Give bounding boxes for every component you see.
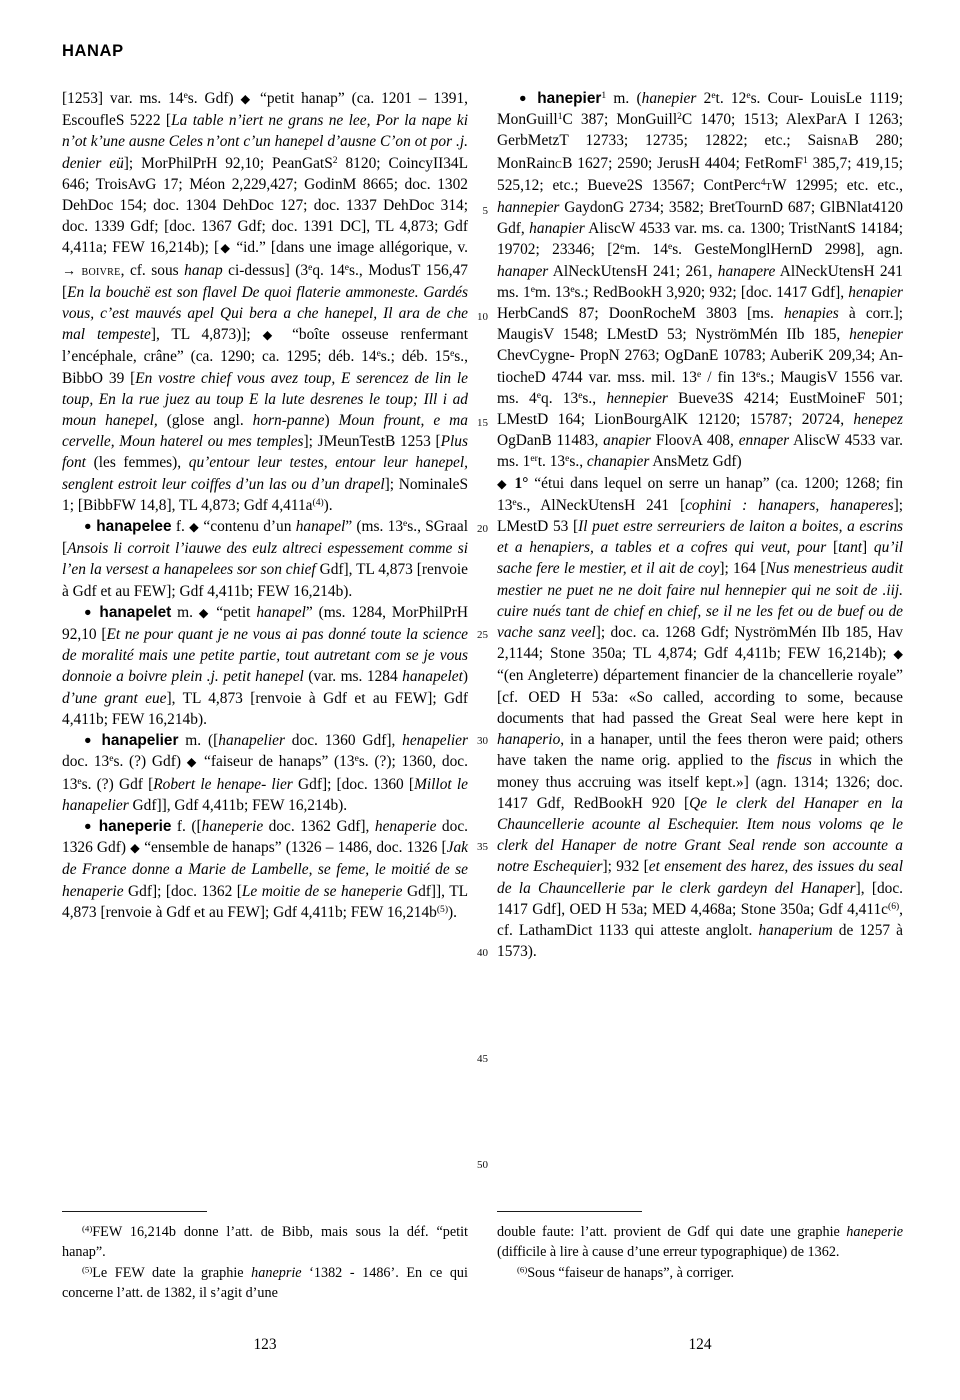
right-column — [497, 88, 903, 962]
arrow-right-icon: → — [62, 263, 76, 279]
footnote-block-right — [497, 1222, 903, 1283]
lozenge-icon: ◆ — [497, 476, 509, 491]
lozenge-icon: ◆ — [189, 520, 200, 535]
line-number: 50 — [477, 1159, 488, 1171]
lozenge-icon: ◆ — [130, 841, 141, 856]
footnote-item: double faute: l’att. provient de Gdf qui date une graphie haneperie (difficile à lire à cause d’une erreur typographique) de 1362. — [497, 1224, 903, 1261]
headword-hanepier: hanepier — [537, 90, 602, 107]
headword-hanapelier: hanapelier — [101, 732, 179, 750]
lozenge-icon: ◆ — [893, 647, 903, 662]
bullet-icon: ● — [84, 604, 94, 619]
line-number: 35 — [477, 841, 488, 853]
footnote-separator-right — [497, 1211, 642, 1212]
left-column — [62, 88, 468, 923]
footnote-separator-left — [62, 1211, 207, 1212]
entry-paragraph-haneperie: ● haneperie f. ([haneperie doc. 1362 Gdf], henaperie doc. 1326 Gdf) ◆ “ensemble de hanaps” (1326 – 1486, doc. 1326 [Jak de France donne a Marie de Lambelle, se feme, le moitié de se henaperie Gdf]; [doc. 1362 [Le moitie de se haneperie Gdf]], TL 4,873 [renvoie à Gdf et au FEW]; Gdf 4,411b; FEW $16,214b^{(5)}$). — [62, 817, 468, 921]
lozenge-icon: ◆ — [186, 755, 199, 770]
lozenge-icon: ◆ — [198, 605, 211, 620]
entry-paragraph-hanapelier: ● hanapelier m. ([hanapelier doc. 1360 Gdf], henapelier doc. 13es. (?) Gdf) ◆ “faiseur de hanaps” (13es. (?); 1360, doc. 13es. (?) Gdf [Robert le henape- lier Gdf]; [doc. 1360 [Millot le hanapelier Gdf]], Gdf 4,411b; FEW 16,214b). — [62, 732, 468, 814]
line-number: 20 — [477, 523, 488, 535]
footnote-item: $^{(4)}$FEW 16,214b donne l’att. de Bibb, mais sous la déf. “petit hanap”. — [62, 1223, 468, 1261]
bullet-icon: ● — [519, 91, 530, 105]
entry-paragraph-hanapelet: ● hanapelet m. ◆ “petit hanapel” (ms. 1284, MorPhilPrH 92,10 [Et ne pour quant je ne vous ai pas donné toute la science de moralité mais une petite partie, tout autretant com se je vous donnoie a boivre plein .j. petit hanepel (var. ms. 1284 hanapelet) d’une grant eue], TL 4,873 [renvoie à Gdf et au FEW]; Gdf 4,411b; FEW 16,214b). — [62, 603, 468, 728]
line-number: 25 — [477, 629, 488, 641]
lozenge-icon: ◆ — [219, 241, 232, 256]
line-number-gutter — [462, 88, 488, 1248]
line-number: 15 — [477, 417, 488, 429]
bullet-icon: ● — [84, 519, 92, 534]
bullet-icon: ● — [84, 818, 94, 833]
footnote-block-left — [62, 1222, 468, 1304]
headword-haneperie: haneperie — [98, 817, 172, 835]
entry-paragraph-hanepier: ● hanepier$^1$ m. (hanepier 2et. 12es. Cour- LouisLe 1119; MonGuill$^1$C 387; MonGuill$^2$C 1470; 1513; AlexParA I 1263; GerbMetzT 12733; 12735; 12822; etc.; SaisnaB 280; MonRaincB 1627; 2590; JerusH 4404; FetRomF$^1$ 385,7; 419,15; 525,12; etc.; Bueve2S 13567; ContPerc$^4$tW 12995; etc. etc., hannepier GaydonG 2734; 3582; BretTournD 687; GlBNlat4120 Gdf, hanapier AliscW 4533 var. ms. ca. 1300; TristNantS 14184; 19702; 23346; [2em. 14es. GesteMonglHernD 2998], agn. hanaper AlNeckUtensH 241; 261, hanapere AlNeckUtensH 241 ms. 1em. 13es.; RedBookH 3,920; 932; [doc. 1417 Gdf], henapier HerbCandS 87; DoonRocheM 3803 [ms. henapies à corr.]; MaugisV 1548; LMestD 53; NyströmMén IIb 185, henepier ChevCygne- PropN 2763; OgDanE 10783; AuberiK 209,34; An- tiocheD 4744 var. mss. mil. 13e / fin 13es.; MaugisV 1556 var. ms. 4eq. 13es., hennepier Bueve3S 4214; EustMoineF 501; LMestD 164; LionBourgAlK 12120; 15787; 20724, henepez OgDanB 11483, anapier FloovA 408, ennaper AliscW 4533 var. ms. 1ert. 13es., chanapier AnsMetz Gdf) — [497, 90, 904, 471]
line-number: 45 — [477, 1053, 488, 1065]
entry-paragraph-sense-1: ◆ 1° “étui dans lequel on serre un hanap” (ca. 1200; 1268; fin 13es., AlNeckUtensH 241 [cophini : hanapers, hanaperes]; LMestD 53 [Il puet estre serreuriers de laiton a boites, a escrins et a henapiers, a tables et a cofres qui veut, pour [tant] qu’il sache fere le mestier, et il ait de coy]; 164 [Nus menestrieus audit mestier ne puet ne ne doit faire nul hennepier qui ne soit de .iij. cuire nués tant de chief en chief, se il ne les fet ou de buef ou de vache sanz veel]; doc. ca. 1268 Gdf; NyströmMén IIb 185, Hav 2,1144; Stone 350a; TL 4,874; Gdf 4,411b; FEW 16,214b); ◆ “(en Angleterre) département financier de la chancellerie royale” [cf. OED H 53a: «So called, according to some, because documents that had passed the Great Seal were here kept in hanaperio, in a hanaper, until the fees theron were paid; others have taken the name orig. applied to the fiscus in which the money thus accruing was itself kept.»] (agn. 1314; 1326; doc. 1417 Gdf, RedBookH 920 [Qe le clerk del Hanaper en la Chauncellerie acounte al Eschequier. Item nous voloms qe le clerk del Hanaper de notre Grant Seal rende son accounte a notre Eschequier]; 932 [et ensement des harez, des issues du seal de la Chauncellerie par le clerk gardeyn del Hanaper], [doc. 1417 Gdf], OED H 53a; MED 4,468a; Stone 350a; Gdf $4,411c^{(6)}$, cf. LathamDict 1133 qui atteste anglolt. hanaperium de 1257 à 1573). — [497, 474, 904, 961]
page-number-right: 124 — [688, 1336, 712, 1353]
page-title: HANAP — [62, 42, 124, 60]
page-number-left: 123 — [253, 1336, 277, 1353]
line-number: 30 — [477, 735, 488, 747]
footnote-item: $^{(5)}$Le FEW date la graphie haneprie ‘1382 - 1486’. En ce qui concerne l’att. de 1382, il s’agit d’une — [62, 1264, 468, 1302]
line-number: 5 — [482, 205, 488, 217]
bullet-icon: ● — [84, 733, 95, 748]
line-number: 40 — [477, 947, 488, 959]
headword-hanapelee: hanapelee — [96, 518, 172, 536]
headword-hanapelet: hanapelet — [99, 603, 172, 621]
lozenge-icon: ◆ — [240, 92, 254, 106]
footnote-item: $^{(6)}$Sous “faiseur de hanaps”, à corriger. — [517, 1264, 735, 1281]
line-number: 10 — [477, 311, 488, 323]
entry-paragraph-hanapelee: ● hanapelee f. ◆ “contenu d’un hanapel” (ms. 13es., SGraal [Ansois li corroit l’iauwe des eulz altreci espessement comme si l’en la versest a hanapelees sor son chief Gdf], TL 4,873 [renvoie à Gdf et au FEW]; Gdf 4,411b; FEW 16,214b). — [62, 518, 469, 600]
entry-paragraph-hanapel-continuation: [1253] var. ms. 14es. Gdf) ◆ “petit hanap” (ca. 1201 – 1391, EscoufleS 5222 [La table n’iert ne grans ne lee, Por la nape ki n’ot k’une ausne Celes n’ont c’un hanepel d’ausne C’on ot por .j. denier eü]; MorPhilPrH 92,10; PeanGatS$^2$ 8120; CoincyII34L 646; TroisAvG 17; Méon 2,229,427; GodinM 8665; doc. 1302 DehDoc 154; doc. 1304 DehDoc 127; doc. 1337 DehDoc 314; doc. 1339 Gdf; [doc. 1367 Gdf; doc. 1391 DC], TL 4,873; Gdf 4,411a; FEW 16,214b); [◆ “id.” [dans une image allégorique, v. → boivre, cf. sous hanap ci-dessus] (3eq. 14es., ModusT 156,47 [En la bouchë est son flavel De quoi flaterie ammoneste. Gardés vous, c’est mauvés apel Qui bera a che hanepel, Il ara de che mal tempeste], TL 4,873)]; ◆ “boîte osseuse renfermant l’encéphale, crâne” (ca. 1290; ca. 1295; déb. 14es.; déb. 15es., BibbO 39 [En vostre chief vous avez toup, E serencez de lin le toup, En la rue juez au toup E la lute desrenes le toup; Ill i ad moun hanepel, (glose angl. horn-panne) Moun frount, e ma cervelle, Moun haterel ou mes temples]; JMeunTestB 1253 [Plus font (les femmes), qu’entour leur testes, entour leur hanepel, senglent estroit leur coiffes d’un las ou d’un drapel]; NominaleS 1; [BibbFW 14,8], TL 4,873; Gdf $4,411a^{(4)}$). — [62, 90, 469, 514]
lozenge-icon: ◆ — [262, 328, 281, 343]
